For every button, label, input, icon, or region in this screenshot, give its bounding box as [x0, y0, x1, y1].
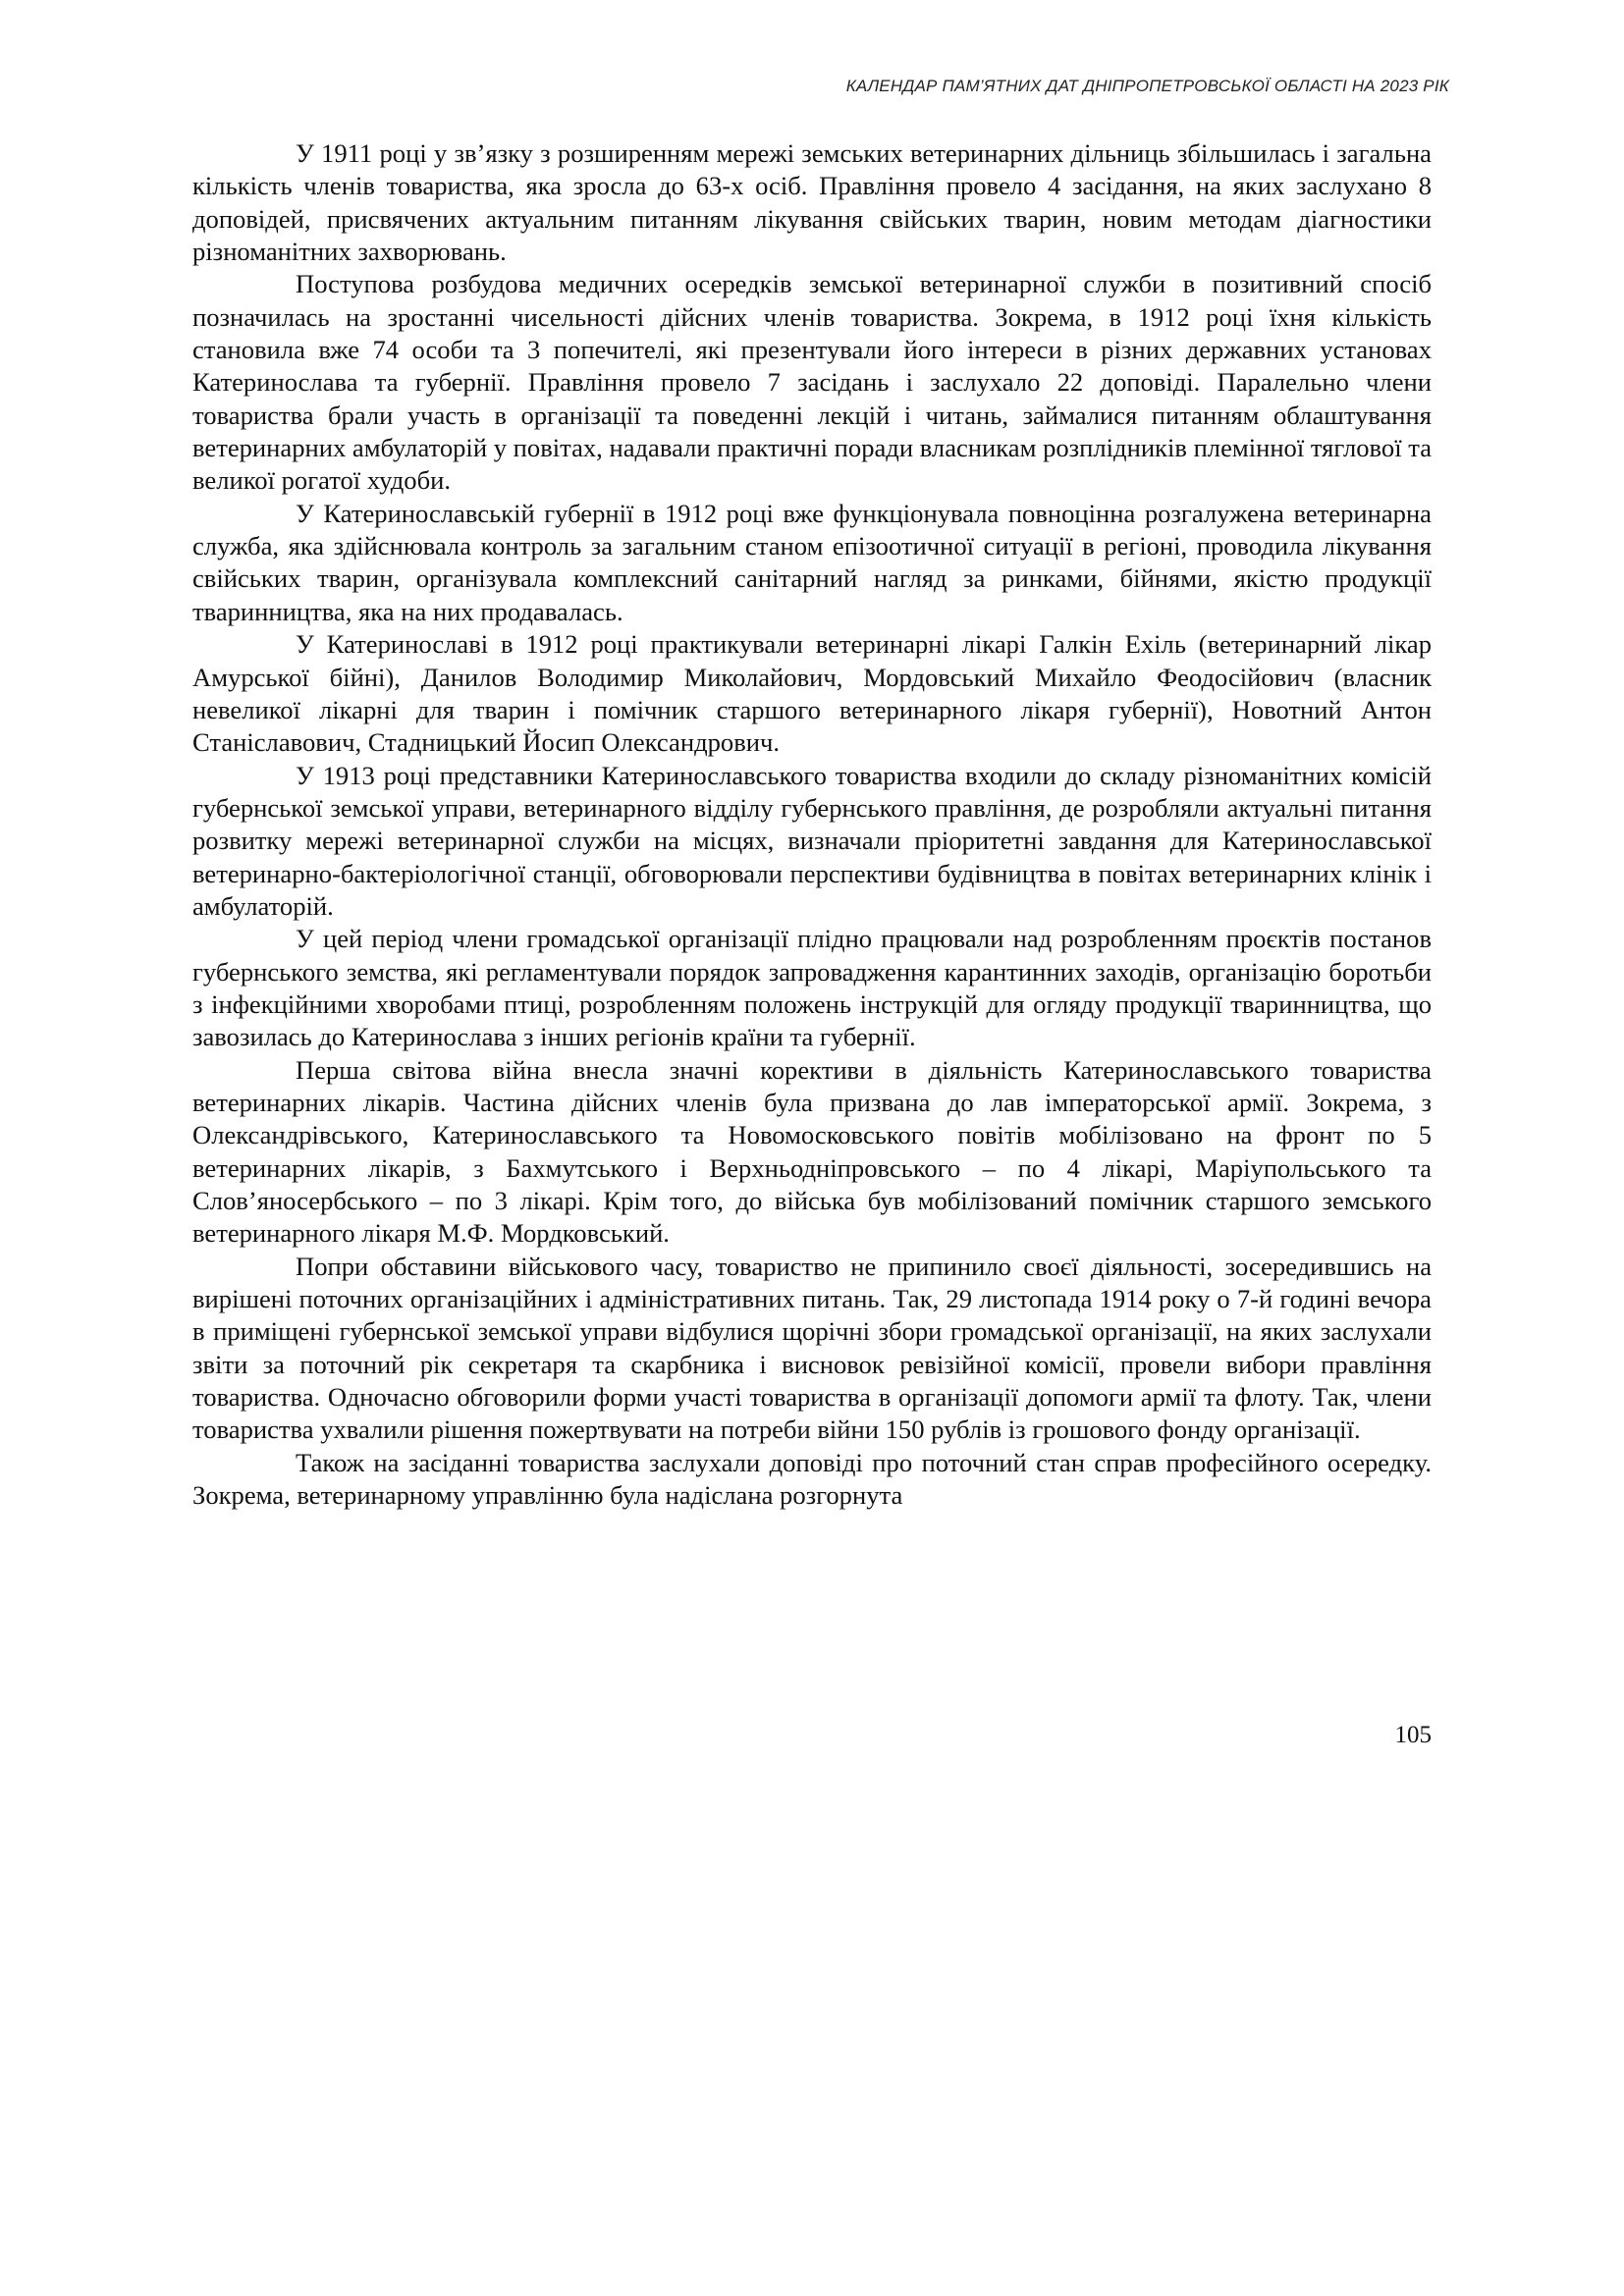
running-header: КАЛЕНДАР ПАМ’ЯТНИХ ДАТ ДНІПРОПЕТРОВСЬКОЇ ОБЛАСТІ НА 2023 РІК — [845, 77, 1449, 95]
page-number: 105 — [1394, 1722, 1432, 1748]
paragraph: Перша світова війна внесла значні корективи в діяльність Катеринославського товариства ветеринарних лікарів. Частина дійсних членів була призвана до лав імператорської армії. Зокрема, з Олександрівського, Катеринославського та Новомосковського повітів мобілізовано на фронт по 5 ветеринарних лікарів, з Бахмутського і Верхньодніпровського – по 4 лікарі, Маріупольського та Слов’яносербського – по 3 лікарі. Крім того, до війська був мобілізований помічник старшого земського ветеринарного лікаря М.Ф. Мордковський. — [192, 1054, 1432, 1249]
paragraph: У Катеринославі в 1912 році практикували ветеринарні лікарі Галкін Ехіль (ветеринарний лікар Амурської бійні), Данилов Володимир Миколайович, Мордовський Михайло Феодосійович (власник невеликої лікарні для тварин і помічник старшого ветеринарного лікаря губернії), Новотний Антон Станіславович, Стадницький Йосип Олександрович. — [192, 629, 1432, 758]
paragraph: Попри обставини військового часу, товариство не припинило своєї діяльності, зосередившись на вирішені поточних організаційних і адміністративних питань. Так, 29 листопада 1914 року о 7-й годині вечора в приміщені губернської земської управи відбулися щорічні збори громадської організації, на яких заслухали звіти за поточний рік секретаря та скарбника і висновок ревізійної комісії, провели вибори правління товариства. Одночасно обговорили форми участі товариства в організації допомоги армії та флоту. Так, члени товариства ухвалили рішення пожертвувати на потреби війни 150 рублів із грошового фонду організації. — [192, 1251, 1432, 1445]
paragraph: У 1911 році у зв’язку з розширенням мережі земських ветеринарних дільниць збільшилась і загальна кількість членів товариства, яка зросла до 63-х осіб. Правління провело 4 засідання, на яких заслухано 8 доповідей, присвячених актуальним питанням лікування свійських тварин, новим методам діагностики різноманітних захворювань. — [192, 138, 1432, 267]
body-text — [192, 137, 1432, 1512]
paragraph: Поступова розбудова медичних осередків земської ветеринарної служби в позитивний спосіб позначилась на зростанні чисельності дійсних членів товариства. Зокрема, в 1912 році їхня кількість становила вже 74 особи та 3 попечителі, які презентували його інтереси в різних державних установах Катеринослава та губернії. Правління провело 7 засідань і заслухало 22 доповіді. Паралельно члени товариства брали участь в організації та поведенні лекцій і читань, займалися питанням облаштування ветеринарних амбулаторій у повітах, надавали практичні поради власникам розплідників племінної тяглової та великої рогатої худоби. — [192, 269, 1432, 496]
paragraph: Також на засіданні товариства заслухали доповіді про поточний стан справ професійного осередку. Зокрема, ветеринарному управлінню була надіслана розгорнута — [192, 1447, 1432, 1511]
paragraph: У Катеринославській губернії в 1912 році вже функціонувала повноцінна розгалужена ветеринарна служба, яка здійснювала контроль за загальним станом епізоотичної ситуації в регіоні, проводила лікування свійських тварин, організувала комплексний санітарний нагляд за ринками, бійнями, якістю продукції тваринництва, яка на них продавалась. — [192, 498, 1432, 626]
paragraph: У 1913 році представники Катеринославського товариства входили до складу різноманітних комісій губернської земської управи, ветеринарного відділу губернського правління, де розробляли актуальні питання розвитку мережі ветеринарної служби на місцях, визначали пріоритетні завдання для Катеринославської ветеринарно-бактеріологічної станції, обговорювали перспективи будівництва в повітах ветеринарних клінік і амбулаторій. — [192, 760, 1432, 921]
paragraph: У цей період члени громадської організації плідно працювали над розробленням проєктів постанов губернського земства, які регламентували порядок запровадження карантинних заходів, організацію боротьби з інфекційними хворобами птиці, розробленням положень інструкцій для огляду продукції тваринництва, що завозилась до Катеринослава з інших регіонів країни та губернії. — [192, 924, 1432, 1052]
